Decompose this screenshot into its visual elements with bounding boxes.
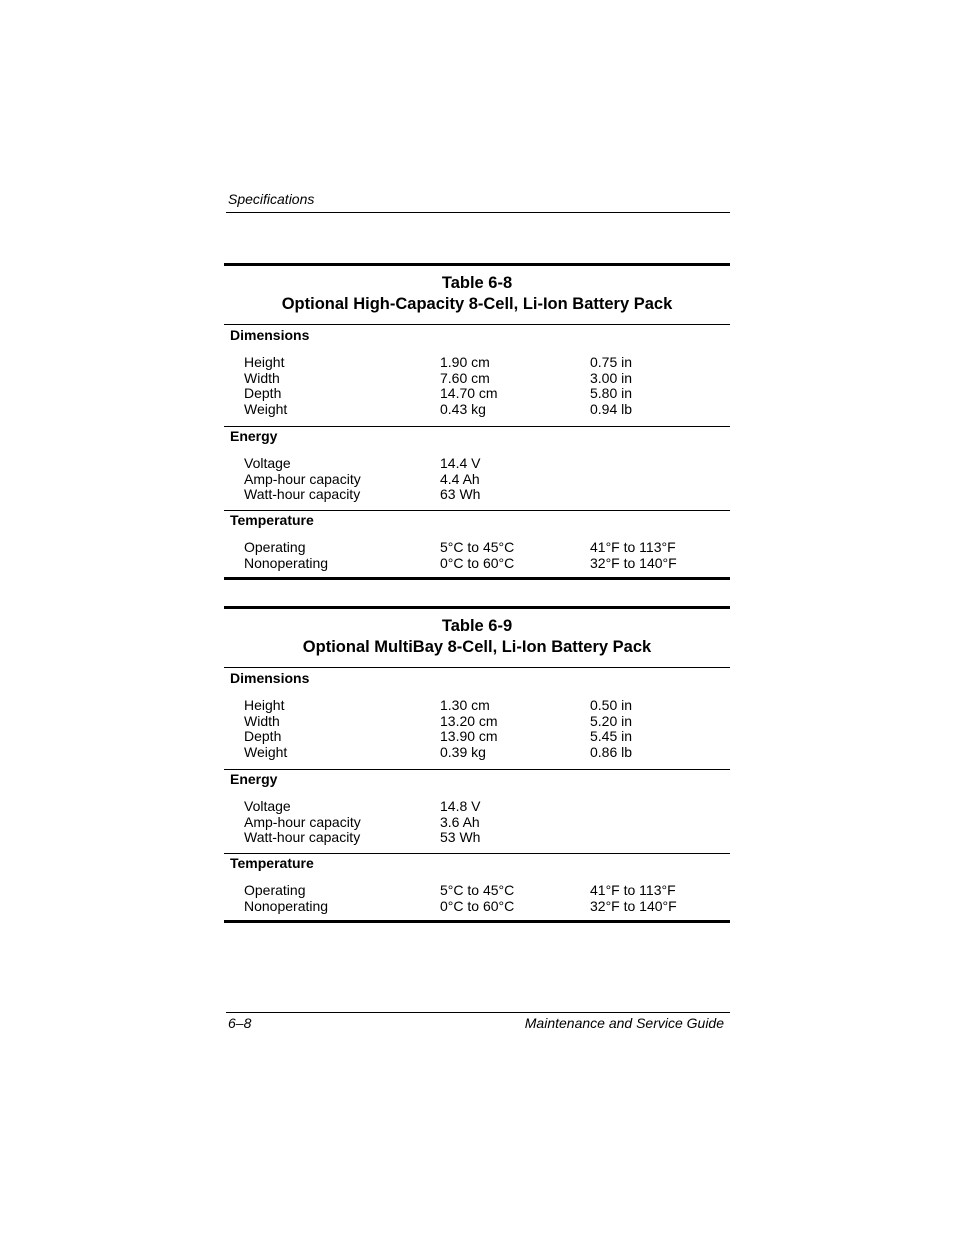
table-number: Table 6-9 [441,617,513,635]
metric-value: 0°C to 60°C [440,897,515,914]
metric-value: 14.4 V [440,455,481,471]
section-heading: Energy [230,771,278,787]
table-row [224,471,730,487]
imperial-value: 5.20 in [590,712,633,729]
row-label: Width [244,712,280,729]
metric-value: 0.39 kg [440,743,486,760]
metric-value: 63 Wh [440,486,481,503]
row-label: Height [244,354,285,370]
row-label: Width [244,369,280,386]
table-row [224,798,730,814]
guide-title: Maintenance and Service Guide [524,1015,724,1031]
row-label: Nonoperating [244,897,329,914]
row-label: Operating [244,882,306,898]
imperial-value: 41°F to 113°F [590,539,676,555]
row-label: Nonoperating [244,554,329,571]
section-temperature [224,853,730,923]
section-dimensions [224,668,730,770]
section-heading: Dimensions [230,670,310,686]
row-label: Depth [244,728,282,745]
table-row [224,401,730,417]
metric-value: 5°C to 45°C [440,539,515,555]
metric-value: 7.60 cm [440,369,490,386]
imperial-value: 41°F to 113°F [590,882,676,898]
table-title: Optional High-Capacity 8-Cell, Li-Ion Battery Pack [281,295,673,313]
section-energy [224,426,730,511]
metric-value: 5°C to 45°C [440,882,515,898]
row-label: Weight [244,400,288,417]
table-row [224,354,730,370]
table-row [224,486,730,502]
imperial-value: 5.45 in [590,728,633,745]
metric-value: 0°C to 60°C [440,554,515,571]
metric-value: 1.90 cm [440,354,490,370]
imperial-value: 0.86 lb [590,743,633,760]
header-section-title: Specifications [228,191,315,207]
table-row [224,555,730,571]
row-label: Operating [244,539,306,555]
section-heading: Temperature [230,512,314,528]
table-title: Optional MultiBay 8-Cell, Li-Ion Battery Pack [302,638,652,656]
metric-value: 1.30 cm [440,697,490,713]
table-caption [224,609,730,668]
metric-value: 13.90 cm [440,728,498,745]
metric-value: 4.4 Ah [440,470,480,487]
table-row [224,539,730,555]
row-label: Amp-hour capacity [244,470,361,487]
metric-value: 53 Wh [440,829,481,846]
table-row [224,898,730,914]
imperial-value: 3.00 in [590,369,633,386]
metric-value: 14.70 cm [440,385,498,402]
table-row [224,728,730,744]
table-row [224,713,730,729]
imperial-value: 32°F to 140°F [590,897,677,914]
row-label: Height [244,697,285,713]
imperial-value: 0.75 in [590,354,633,370]
row-label: Voltage [244,798,291,814]
page-number: 6–8 [228,1015,252,1031]
table-number: Table 6-8 [441,274,513,292]
section-dimensions [224,325,730,427]
table-row [224,385,730,401]
imperial-value: 5.80 in [590,385,633,402]
section-heading: Temperature [230,855,314,871]
table-row [224,882,730,898]
imperial-value: 0.94 lb [590,400,633,417]
metric-value: 14.8 V [440,798,481,814]
table-row [224,829,730,845]
row-label: Watt-hour capacity [244,829,361,846]
table-caption [224,266,730,325]
section-heading: Energy [230,428,278,444]
row-label: Depth [244,385,282,402]
table-row [224,814,730,830]
imperial-value: 32°F to 140°F [590,554,677,571]
table-row [224,370,730,386]
section-heading: Dimensions [230,327,310,343]
running-header [226,190,730,213]
table-row [224,697,730,713]
table-row [224,744,730,760]
row-label: Watt-hour capacity [244,486,361,503]
spec-table-6-8 [224,263,730,580]
running-footer [226,1012,730,1035]
metric-value: 13.20 cm [440,712,498,729]
metric-value: 3.6 Ah [440,813,480,830]
row-label: Weight [244,743,288,760]
imperial-value: 0.50 in [590,697,633,713]
section-energy [224,769,730,854]
spec-table-6-9 [224,606,730,923]
row-label: Voltage [244,455,291,471]
metric-value: 0.43 kg [440,400,486,417]
row-label: Amp-hour capacity [244,813,361,830]
section-temperature [224,510,730,580]
table-row [224,455,730,471]
